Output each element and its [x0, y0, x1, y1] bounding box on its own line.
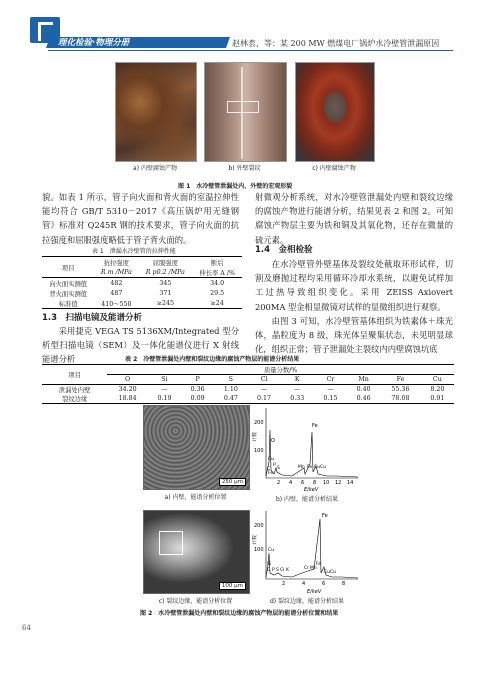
table-cell: —: [161, 386, 168, 393]
section-label: 理化检验·物理分册: [58, 38, 130, 48]
paragraph-eds: 射微观分析系统，对水冷壁管泄漏处内壁和裂纹边缘的腐蚀产物进行能谱分析，结果见表 2 和图 2。可知腐蚀产物层主要为铁和铜及其氧化物，还存在微量的硫元素。: [255, 192, 453, 245]
table-cell: 0.17: [257, 395, 272, 402]
peak-label: P: [273, 463, 276, 468]
table-cell: 泄漏处内壁: [58, 387, 91, 394]
x-axis-label: E/keV: [307, 589, 322, 595]
y-axis-label: 计数: [252, 431, 258, 442]
table-header-cell: 屈服强度: [152, 259, 178, 267]
table-cell: 裂纹边缘: [62, 396, 88, 403]
running-title: 赵林枩，等：某 200 MW 燃煤电厂锅炉水冷壁管泄漏原因: [232, 39, 440, 48]
y-tick-label: 200: [254, 523, 264, 529]
table-header-cell: P: [195, 376, 200, 383]
peak-label: Cu: [268, 457, 274, 462]
sem-image-crack-edge: [143, 510, 250, 594]
fig1-caption-b: b) 外壁裂纹: [228, 165, 261, 172]
table-cell: 345: [159, 279, 172, 287]
table-cell: 0.09: [190, 395, 205, 402]
peak-label: Cu: [330, 570, 336, 575]
peak-label: Cr: [304, 566, 309, 571]
scale-bar-a: 250 μm: [219, 478, 246, 486]
scale-bar-c: 100 μm: [219, 582, 246, 590]
photo-inner-corrosion-a: [115, 62, 197, 162]
table-header-cell: Si: [161, 376, 168, 383]
sem-image-inner-wall: [143, 405, 250, 490]
table-header-cell: 质量分数/%: [107, 365, 454, 375]
table-header-cell: O: [125, 376, 131, 383]
table-cell: 78.08: [391, 395, 410, 402]
table-cell: 410～550: [101, 300, 132, 308]
table-header-cell: 项目: [42, 257, 94, 278]
table-cell: 1.10: [223, 386, 238, 393]
paragraph-sample: 在水冷壁管外壁基体及裂纹处截取环形试样，切割及磨抛过程均采用循环冷却水系统，以避免试样加工过热导致组织变化。采用 ZEISS Axiovert 200MA 型金相显微镜对试样的显微组织进行观察。: [255, 259, 453, 312]
table-eds: [42, 364, 454, 404]
table-header-cell: Cl: [260, 376, 268, 383]
table-row: [42, 278, 242, 289]
left-column-text: [42, 190, 239, 247]
peak-label: Fe: [307, 465, 313, 470]
table-header-cell: 抗拉强度: [103, 259, 129, 267]
x-tick-label: 6: [301, 480, 305, 486]
table-cell: 0.46: [356, 395, 371, 402]
peak-label: Fe: [316, 562, 322, 567]
table-cell: 0.40: [356, 386, 371, 393]
table-cell: 标准值: [58, 300, 78, 308]
peak-label: Fe: [268, 471, 274, 476]
y-tick-label: 200: [254, 420, 264, 426]
table-header-cell: Cr: [326, 376, 335, 383]
peak-label: Cu: [314, 465, 320, 470]
table-cell: 34.0: [210, 279, 225, 287]
peak-label: Fe: [312, 423, 318, 429]
table-cell: —: [327, 386, 334, 393]
photo-outer-crack: [204, 62, 287, 162]
table-cell: 背火面实测值: [49, 290, 88, 298]
table-cell: ≥245: [156, 299, 174, 307]
x-axis-label: E/keV: [304, 487, 319, 492]
table-cell: 向火面实测值: [49, 280, 88, 288]
table-header-cell: Mn: [358, 376, 369, 383]
peak-label: Si: [267, 562, 272, 567]
x-tick-label: 2: [277, 480, 281, 486]
x-tick-label: 4: [302, 581, 306, 587]
right-column-text: [255, 190, 453, 247]
peak-label: C: [267, 467, 271, 472]
fig2-caption-d: d) 裂纹边缘，能谱分析结果: [269, 598, 345, 605]
right-column-metallography-text: [255, 257, 453, 356]
table2-title: 表 2 冷壁管泄漏处内壁和裂纹边缘的腐蚀产物层的能谱分析结果: [125, 356, 300, 363]
x-tick-label: 8: [313, 480, 317, 486]
table-cell: 482: [110, 279, 123, 287]
table-header-cell: Fe: [396, 376, 405, 383]
table-header-cell: R p0.2 /MPa: [145, 268, 185, 276]
table-cell: 0.91: [430, 395, 445, 402]
peak-label: Cu: [324, 570, 330, 575]
fig1-caption-a: a) 内壁腐蚀产物: [133, 165, 177, 172]
table-header-cell: 伸长率 A /%: [199, 269, 235, 277]
table-cell: 34.20: [118, 386, 137, 393]
header-rule: [48, 50, 453, 51]
table-header-cell: 断后: [210, 259, 224, 267]
table-row: [42, 298, 242, 309]
fig2-caption-b: b) 内壁，能谱分析结果: [275, 496, 339, 503]
fig2-caption-a: a) 内壁，能谱分析位置: [164, 494, 227, 501]
peak-label: Cu: [268, 548, 274, 553]
table-header-row: [42, 257, 242, 268]
table-cell: 8.20: [430, 386, 445, 393]
peak-label: Mn: [310, 566, 317, 571]
x-tick-label: 8: [342, 581, 346, 587]
peak-label: P: [272, 568, 275, 573]
table-row: [42, 288, 242, 298]
fig2-title: 图 2 水冷壁管泄漏处内壁和裂纹边缘的腐蚀产物层的能谱分析位置和结果: [140, 610, 339, 617]
table-cell: 0.33: [290, 395, 305, 402]
x-tick-label: 14: [347, 480, 354, 486]
y-tick-label: 100: [254, 448, 264, 454]
table-cell: 0.19: [157, 395, 172, 402]
table-header-cell: Cu: [432, 376, 442, 383]
y-tick-label: 100: [254, 547, 264, 553]
peak-label: K: [286, 568, 289, 573]
table-header-cell: R m /MPa: [100, 268, 132, 276]
table-cell: 371: [159, 289, 172, 297]
table-cell: —: [294, 386, 301, 393]
table-cell: 0.15: [323, 395, 338, 402]
table-cell: 0.47: [223, 395, 238, 402]
peak-label: C: [267, 568, 271, 573]
y-axis-label: 计数: [252, 534, 258, 545]
table-header-row: [42, 365, 454, 375]
table-row: [42, 385, 454, 395]
peak-label: Fe: [322, 513, 328, 519]
table1-title: 表 1 泄漏水冷壁管的拉伸性能: [92, 248, 176, 255]
eds-spectrum-crack-edge: [252, 507, 362, 595]
table-header-cell: K: [294, 376, 300, 383]
table-header-cell: 项目: [42, 365, 107, 385]
table-cell: 29.5: [210, 289, 225, 297]
peak-label: S: [277, 466, 280, 471]
table-cell: 55.36: [391, 386, 410, 393]
fig2-caption-c: c) 裂纹边缘，能谱分析位置: [158, 598, 233, 605]
table-header-cell: S: [228, 376, 233, 383]
peak-label: Mn: [298, 465, 305, 470]
paragraph-tensile: 貌。如表 1 所示，管子向火面和背火面的室温拉伸性能均符合 GB/T 5310－2017《高压锅炉用无缝钢管》标准对 Q245R 钢的技术要求，管子向火面的抗拉强度和屈服强度略低于管子背火面的。: [42, 192, 239, 245]
x-tick-label: 10: [323, 480, 330, 486]
peak-label: S: [276, 568, 279, 573]
fig1-caption-c: c) 内壁腐蚀产物: [312, 165, 356, 172]
table-cell: ≥24: [210, 299, 224, 307]
table-row: [42, 394, 454, 404]
x-tick-label: 6: [322, 581, 326, 587]
peak-label: Cl: [280, 568, 285, 573]
section-heading-metallography: 1.4 金相检验: [255, 245, 313, 255]
fig1-title: 图 1 水冷壁管泄漏处内、外壁的宏观形貌: [178, 183, 293, 190]
table-cell: 18.84: [118, 395, 137, 402]
x-tick-label: 2: [282, 581, 286, 587]
table-tensile: [42, 256, 242, 309]
section-heading-sem: 1.3 扫描电镜及能谱分析: [42, 313, 143, 323]
paragraph-sem: 采用捷克 VEGA TS 5136XM/Integrated 型分析型扫描电镜（SEM）及一体化能谱仪进行 X 射线能谱分析: [42, 326, 239, 365]
table-cell: 487: [110, 289, 123, 297]
page-number: 64: [22, 624, 31, 632]
x-tick-label: 12: [335, 480, 342, 486]
table-cell: 0.36: [190, 386, 205, 393]
peak-label: O: [271, 438, 275, 444]
x-tick-label: 4: [289, 480, 293, 486]
peak-label: Cu: [320, 465, 326, 470]
table-cell: —: [260, 386, 268, 393]
photo-inner-corrosion-c: [295, 62, 375, 162]
paragraph-microstructure: 由图 3 可知，水冷壁管基体组织为铁素体＋珠光体，晶粒度为 8 级，珠光体呈聚集状态，未见明显球化，组织正常；管子泄漏处主裂纹内内壁腐蚀坑底: [255, 315, 453, 355]
eds-spectrum-inner-wall: [252, 402, 362, 492]
